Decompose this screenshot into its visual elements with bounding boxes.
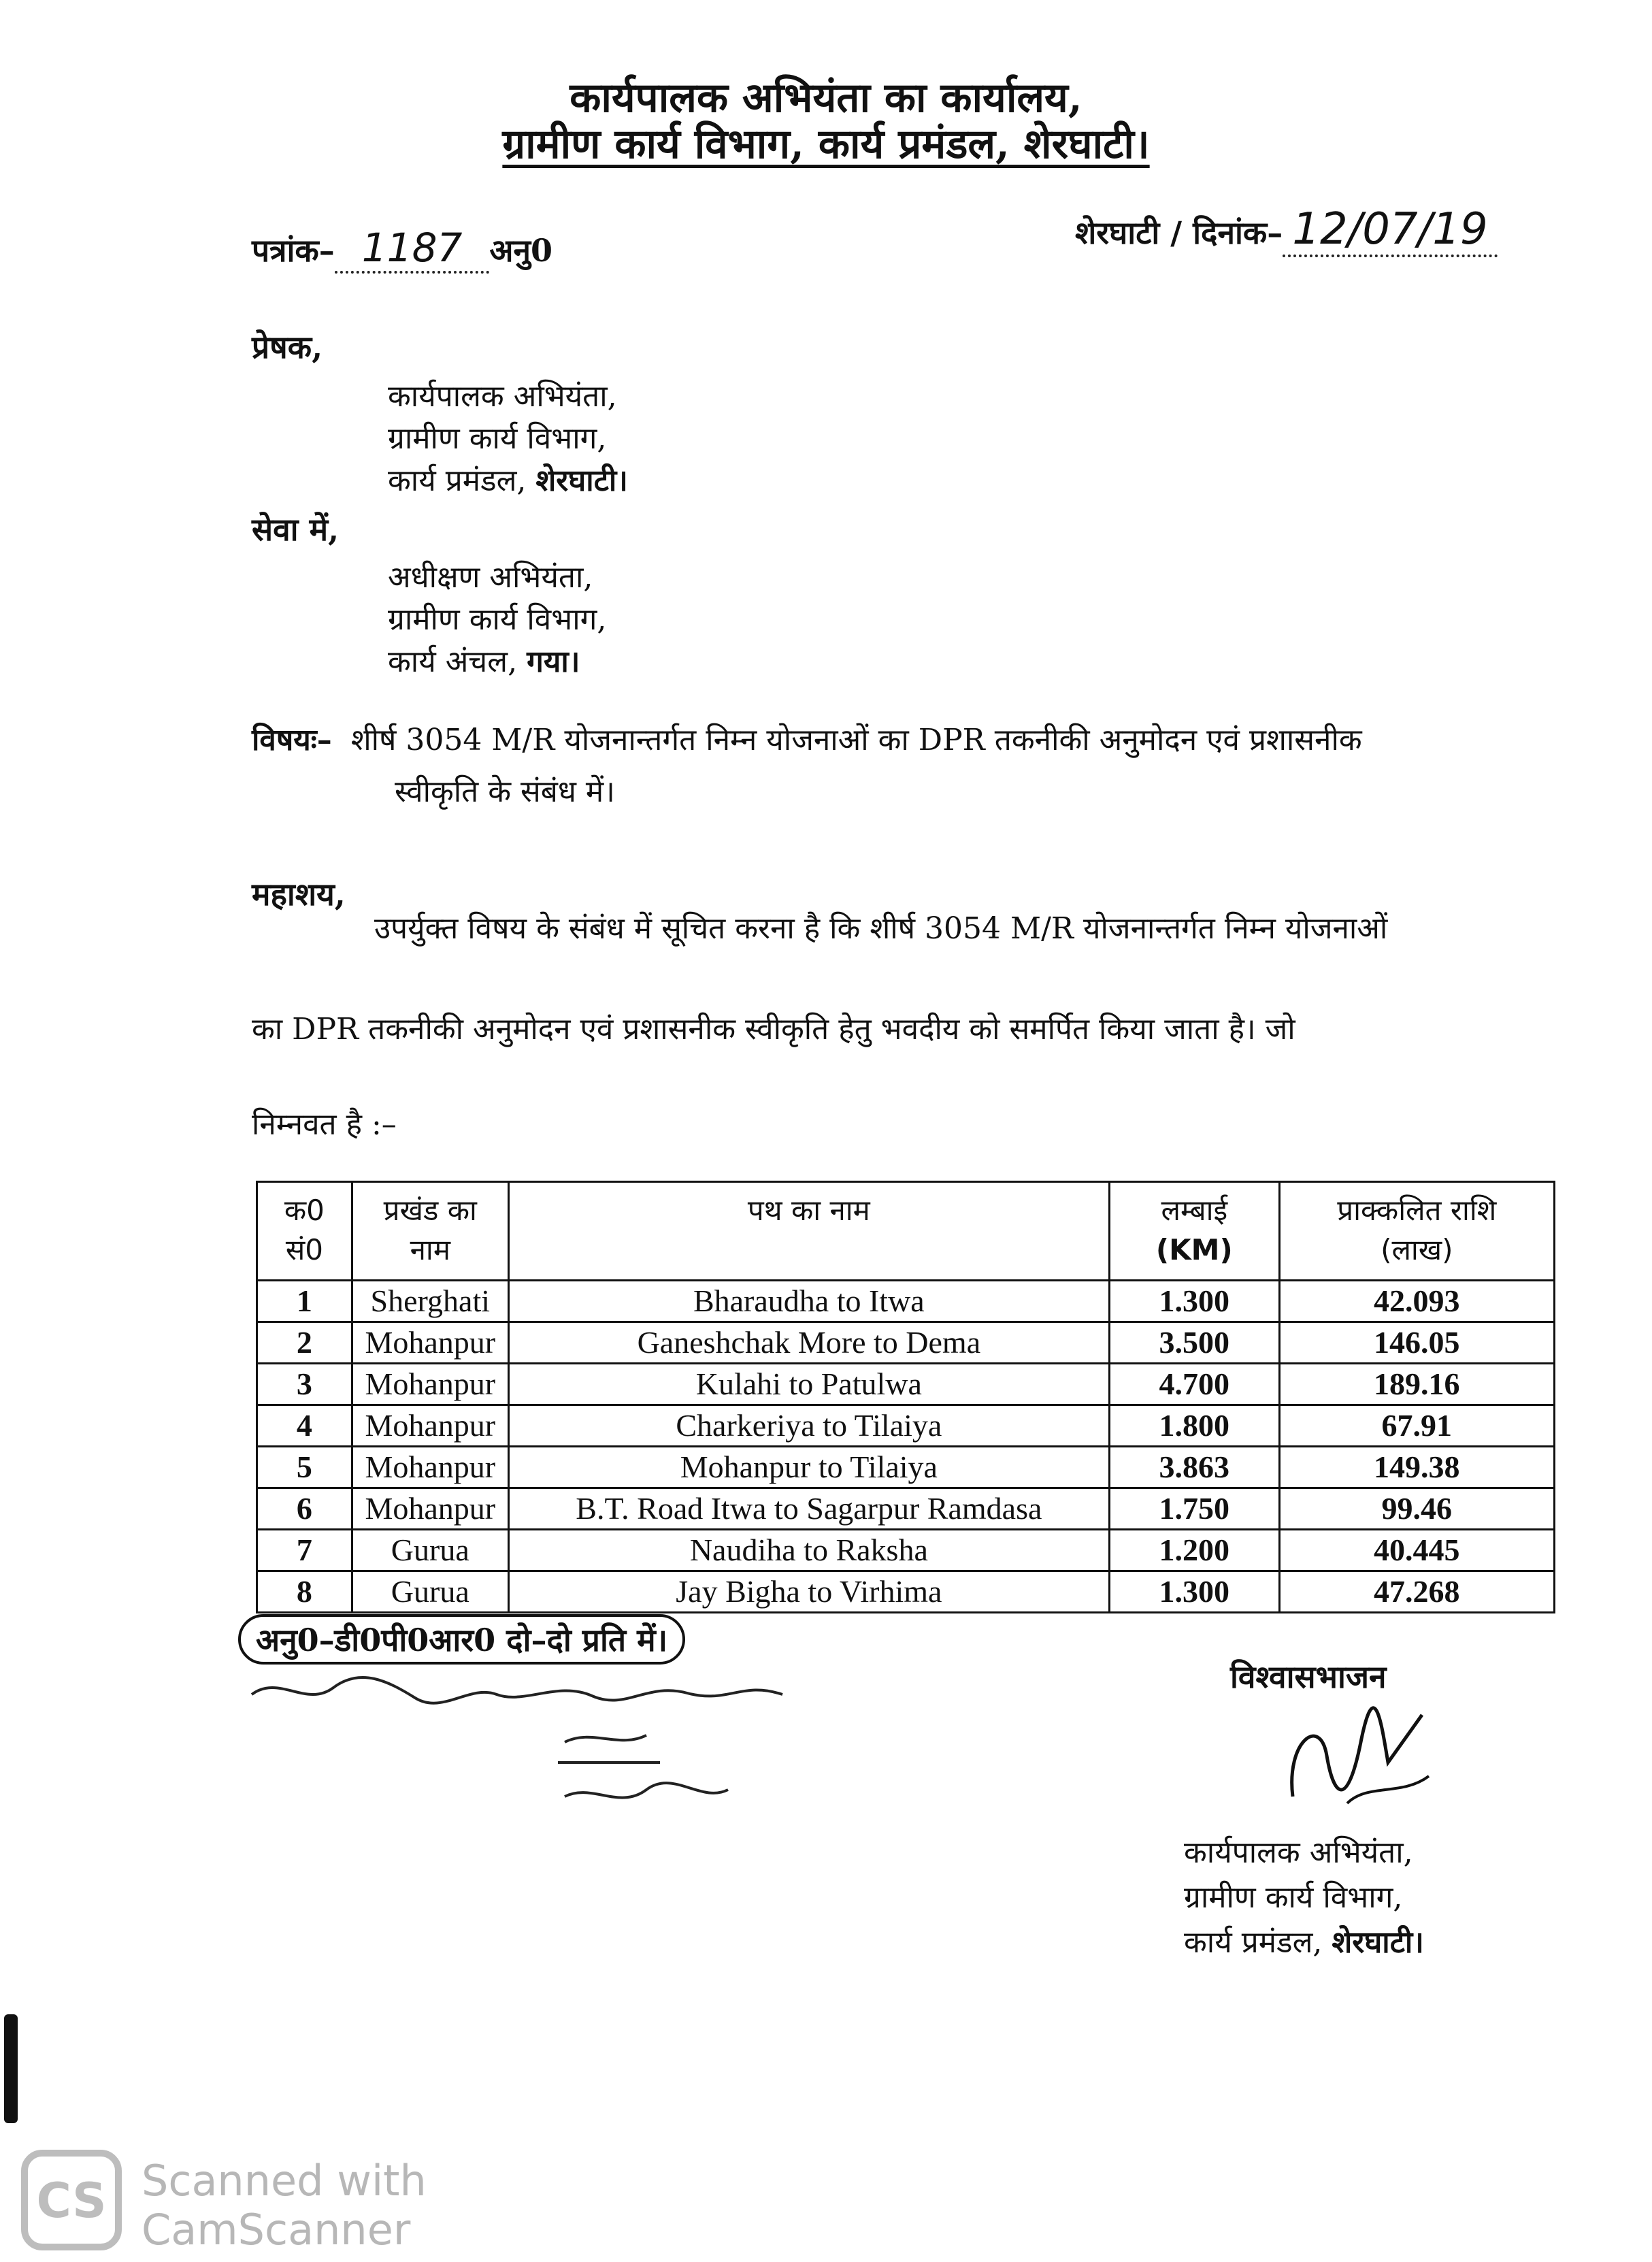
table-header-row (257, 1182, 1555, 1281)
sender-address: कार्यपालक अभियंता, ग्रामीण कार्य विभाग, कार्य प्रमंडल, शेरघाटी। (388, 379, 628, 498)
cell-block-name: Mohanpur (352, 1322, 508, 1364)
cell-estimated-amount: 146.05 (1279, 1322, 1554, 1364)
cell-road-name: Kulahi to Patulwa (508, 1364, 1109, 1405)
table-row (257, 1488, 1555, 1530)
cell-serial-number: 1 (257, 1281, 352, 1322)
cell-block-name: Gurua (352, 1530, 508, 1571)
scan-edge-mark (4, 2014, 18, 2123)
cell-estimated-amount: 42.093 (1279, 1281, 1554, 1322)
watermark-line1: Scanned with (142, 2156, 427, 2206)
cell-serial-number: 5 (257, 1447, 352, 1488)
cell-length: 1.200 (1109, 1530, 1279, 1571)
body-paragraph-line3: निम्नवत है :– (252, 1107, 397, 1142)
cell-estimated-amount: 149.38 (1279, 1447, 1554, 1488)
cell-road-name: Bharaudha to Itwa (508, 1281, 1109, 1322)
cell-length: 1.800 (1109, 1405, 1279, 1447)
cell-serial-number: 2 (257, 1322, 352, 1364)
table-row (257, 1530, 1555, 1571)
subject: विषयः– शीर्ष 3054 M/R योजनान्तर्गत निम्न योजनाओं का DPR तकनीकी अनुमोदन एवं प्रशासनीक स्वीकृति के संबंध में। (252, 723, 1362, 809)
cell-serial-number: 7 (257, 1530, 352, 1571)
cell-block-name: Sherghati (352, 1281, 508, 1322)
cell-length: 1.300 (1109, 1571, 1279, 1613)
cell-estimated-amount: 67.91 (1279, 1405, 1554, 1447)
letter-date-value: 12/07/19 (1283, 204, 1497, 257)
road-schemes-table (256, 1181, 1555, 1613)
cell-road-name: Naudiha to Raksha (508, 1530, 1109, 1571)
handwritten-note (238, 1667, 850, 1844)
cell-estimated-amount: 189.16 (1279, 1364, 1554, 1405)
cell-length: 1.750 (1109, 1488, 1279, 1530)
table-row (257, 1322, 1555, 1364)
cell-estimated-amount: 99.46 (1279, 1488, 1554, 1530)
camscanner-logo (20, 2149, 122, 2251)
table-row (257, 1447, 1555, 1488)
header-length: लम्बाई (KM) (1109, 1182, 1279, 1281)
enclosure-note: अनु0–डी0पी0आर0 दो–दो प्रति में। (238, 1614, 685, 1665)
table-row (257, 1364, 1555, 1405)
body-paragraph-line1: उपर्युक्त विषय के संबंध में सूचित करना है कि शीर्ष 3054 M/R योजनान्तर्गत निम्न योजनाओं (374, 911, 1388, 946)
office-subtitle: ग्रामीण कार्य विभाग, कार्य प्रमंडल, शेरघाटी। (502, 120, 1150, 168)
cell-block-name: Mohanpur (352, 1447, 508, 1488)
letter-date: शेरघाटी / दिनांक– 12/07/19 (1075, 204, 1498, 255)
letter-number: पत्रांक– 1187 अनु0 (252, 225, 552, 271)
cell-serial-number: 4 (257, 1405, 352, 1447)
cell-length: 3.500 (1109, 1322, 1279, 1364)
cell-road-name: B.T. Road Itwa to Sagarpur Ramdasa (508, 1488, 1109, 1530)
table-row (257, 1281, 1555, 1322)
cell-block-name: Mohanpur (352, 1488, 508, 1530)
cell-road-name: Mohanpur to Tilaiya (508, 1447, 1109, 1488)
cell-length: 1.300 (1109, 1281, 1279, 1322)
svg-text:CS: CS (36, 2173, 107, 2229)
cell-serial-number: 8 (257, 1571, 352, 1613)
cell-length: 3.863 (1109, 1447, 1279, 1488)
table-row (257, 1571, 1555, 1613)
signature-mark (1266, 1701, 1442, 1837)
letter-number-value: 1187 (335, 225, 490, 274)
cell-serial-number: 3 (257, 1364, 352, 1405)
table-row (257, 1405, 1555, 1447)
cell-road-name: Ganeshchak More to Dema (508, 1322, 1109, 1364)
cell-estimated-amount: 47.268 (1279, 1571, 1554, 1613)
sender-label: प्रेषक, (252, 329, 323, 365)
body-paragraph-line2: का DPR तकनीकी अनुमोदन एवं प्रशासनीक स्वीकृति हेतु भवदीय को समर्पित किया जाता है। जो (252, 1012, 1295, 1047)
cell-estimated-amount: 40.445 (1279, 1530, 1554, 1571)
cell-serial-number: 6 (257, 1488, 352, 1530)
salutation: महाशय, (252, 876, 346, 913)
office-title: कार्यपालक अभियंता का कार्यालय, (569, 74, 1083, 122)
cell-road-name: Jay Bigha to Virhima (508, 1571, 1109, 1613)
watermark-line2: CamScanner (142, 2205, 411, 2255)
cell-road-name: Charkeriya to Tilaiya (508, 1405, 1109, 1447)
header-road-name: पथ का नाम (508, 1182, 1109, 1281)
header-block-name: प्रखंड का नाम (352, 1182, 508, 1281)
signature-designation: कार्यपालक अभियंता, ग्रामीण कार्य विभाग, कार्य प्रमंडल, शेरघाटी। (1184, 1835, 1424, 1960)
cell-block-name: Mohanpur (352, 1364, 508, 1405)
cell-block-name: Gurua (352, 1571, 508, 1613)
cell-block-name: Mohanpur (352, 1405, 508, 1447)
header-serial-number: क0 सं0 (257, 1182, 352, 1281)
signature-closing: विश्वासभाजन (1230, 1658, 1387, 1695)
recipient-address: अधीक्षण अभियंता, ग्रामीण कार्य विभाग, कार्य अंचल, गया। (388, 560, 607, 679)
header-estimated-amount: प्राक्कलित राशि (लाख) (1279, 1182, 1554, 1281)
cell-length: 4.700 (1109, 1364, 1279, 1405)
recipient-label: सेवा में, (252, 511, 340, 548)
